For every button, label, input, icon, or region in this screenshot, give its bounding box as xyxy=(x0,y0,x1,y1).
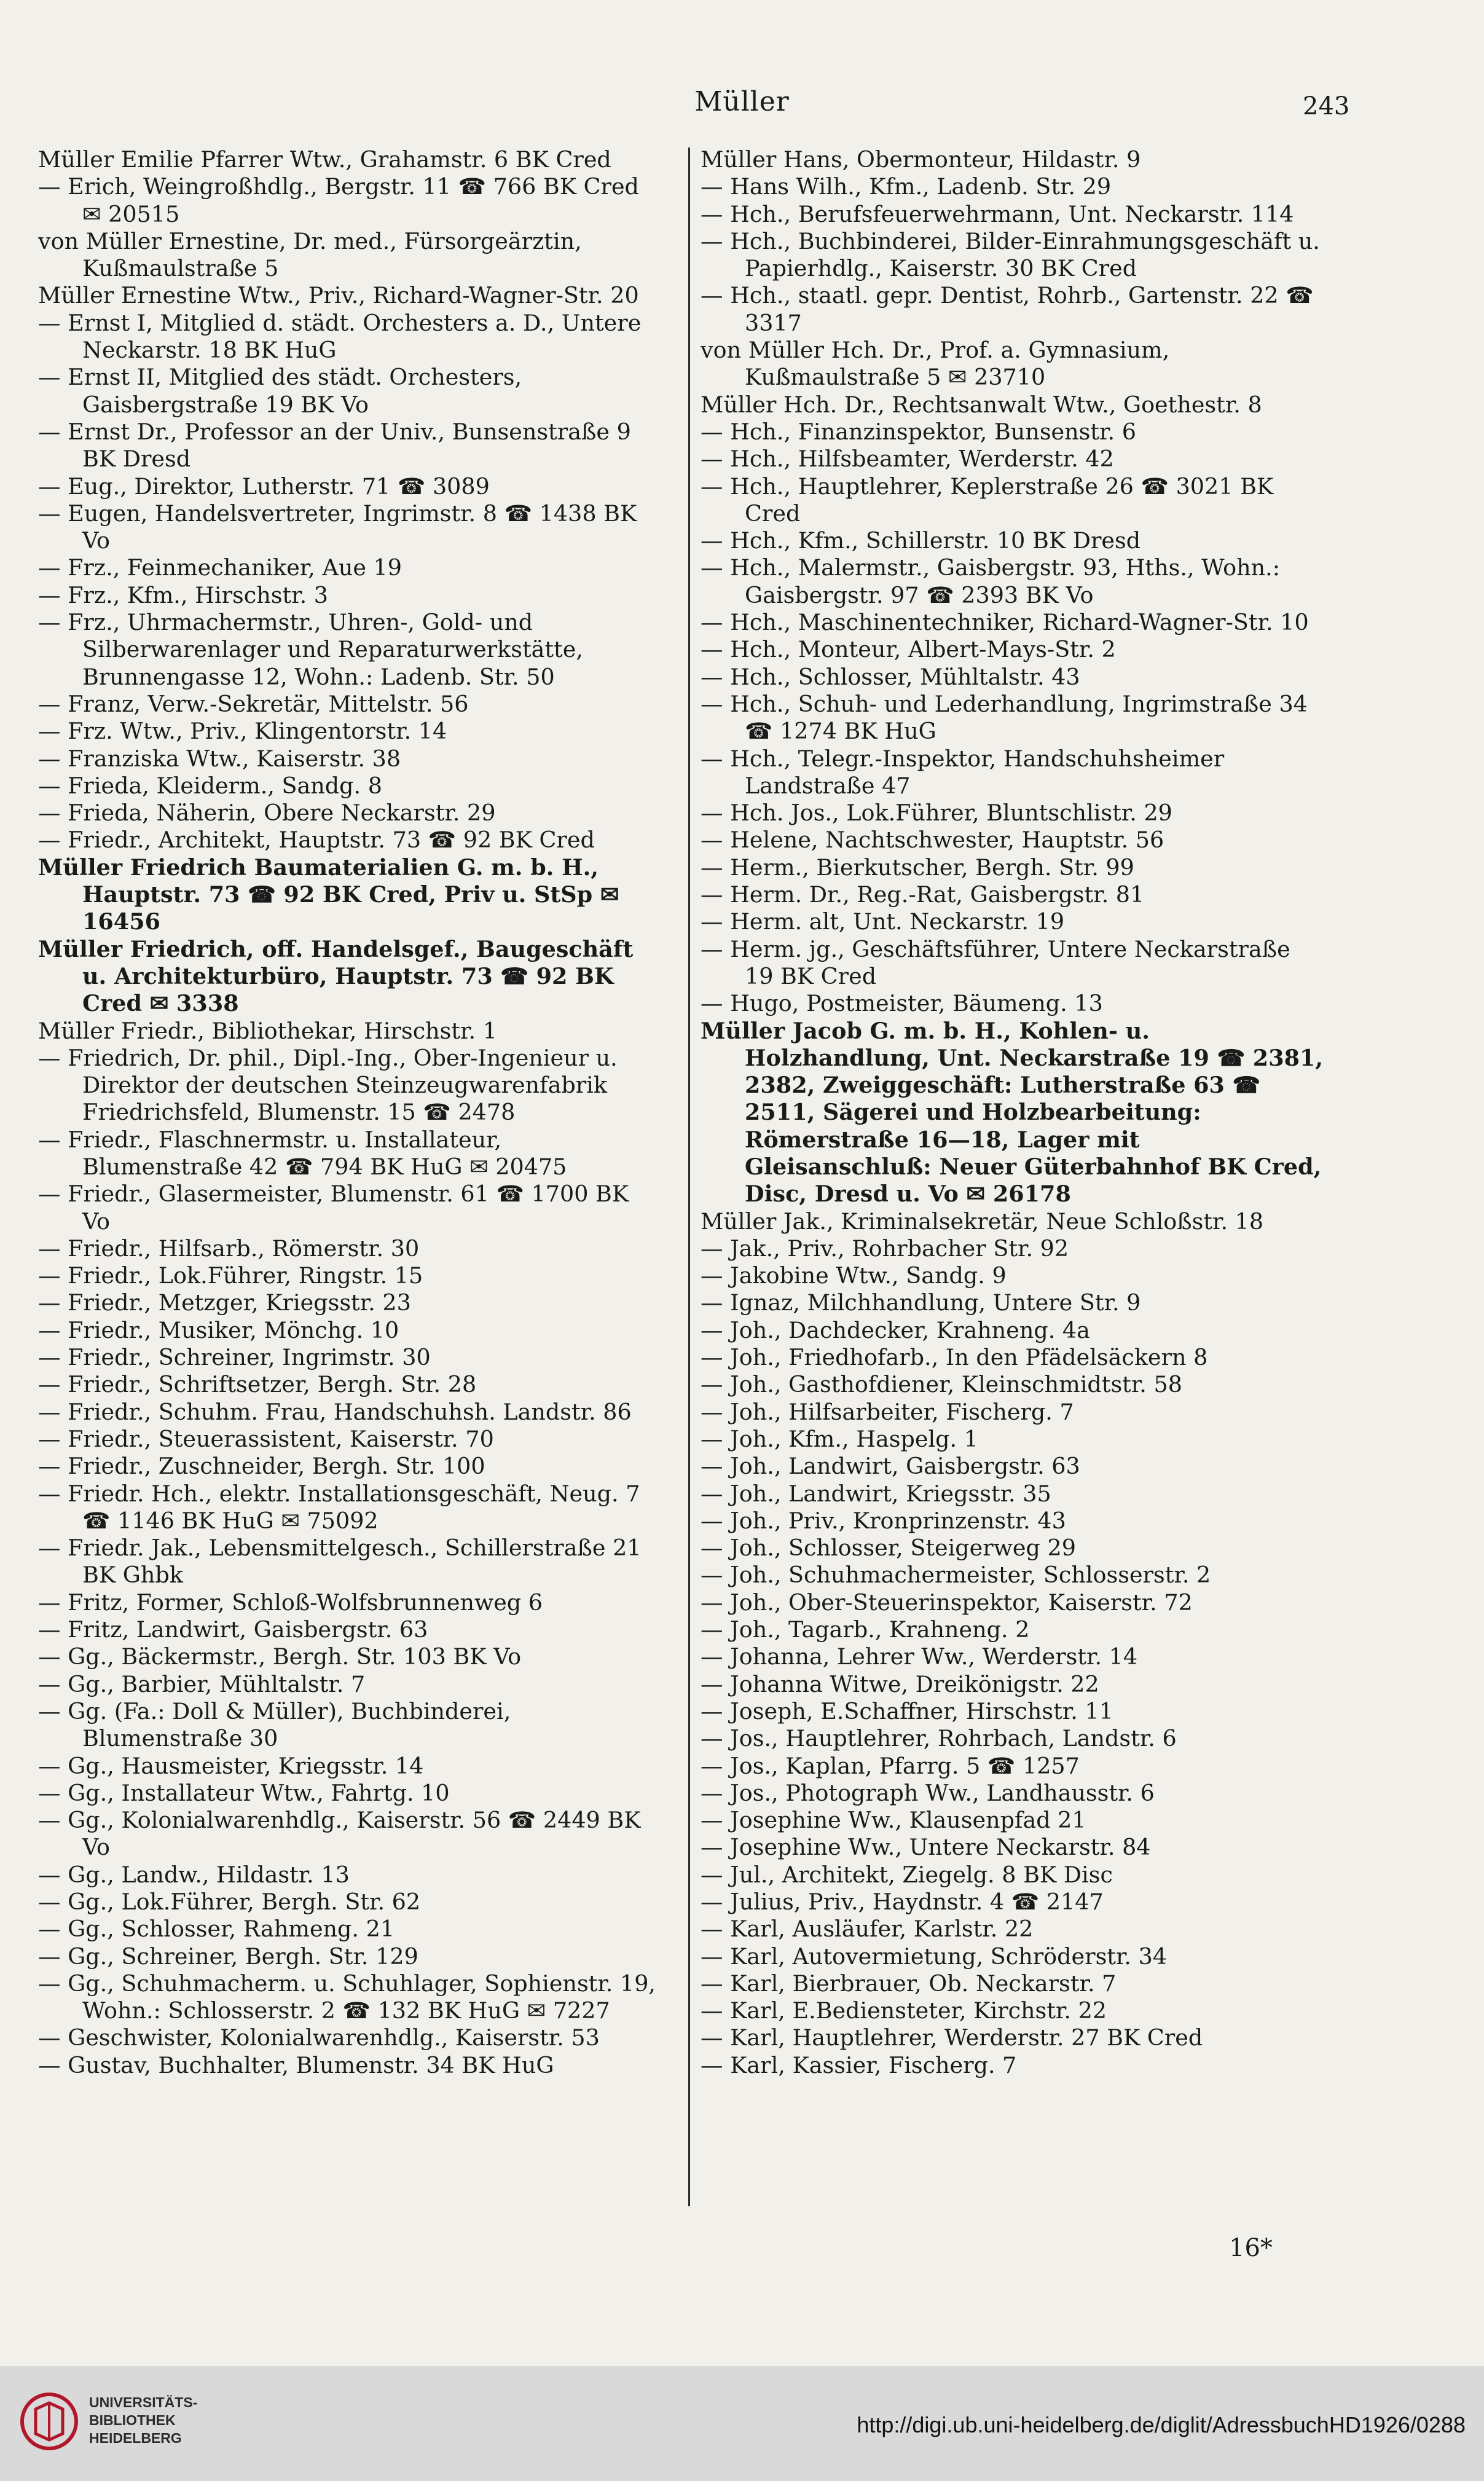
directory-entry: — Fritz, Former, Schloß-Wolfsbrunnenweg 6 xyxy=(38,1589,543,1616)
directory-entry: — Jakobine Wtw., Sandg. 9 xyxy=(701,1262,1007,1289)
directory-entry: — Hch. Jos., Lok.Führer, Bluntschlistr. 29 xyxy=(701,800,1172,827)
directory-entry: — Ignaz, Milchhandlung, Untere Str. 9 xyxy=(701,1289,1141,1316)
directory-entry: — Karl, Hauptlehrer, Werderstr. 27 BK Cred xyxy=(701,2024,1203,2051)
directory-entry: — Hugo, Postmeister, Bäumeng. 13 xyxy=(701,990,1103,1017)
directory-entry: — Joh., Hilfsarbeiter, Fischerg. 7 xyxy=(701,1398,1074,1425)
directory-entry: — Friedr., Schuhm. Frau, Handschuhsh. Landstr. 86 xyxy=(38,1398,632,1425)
directory-entry: — Joh., Schlosser, Steigerweg 29 xyxy=(701,1535,1076,1562)
directory-entry: — Hch., Schuh- und Lederhandlung, Ingrimstraße 34 ☎ 1274 BK HuG xyxy=(701,690,1308,745)
column-divider xyxy=(688,147,690,2206)
directory-entry: — Jul., Architekt, Ziegelg. 8 BK Disc xyxy=(701,1861,1113,1888)
directory-entry: — Frz. Wtw., Priv., Klingentorstr. 14 xyxy=(38,718,447,745)
directory-entry: — Fritz, Landwirt, Gaisbergstr. 63 xyxy=(38,1616,428,1643)
directory-entry: — Gg., Schuhmacherm. u. Schuhlager, Sophienstr. 19, Wohn.: Schlosserstr. 2 ☎ 132 BK HuG ✉ 7227 xyxy=(38,1970,656,2024)
directory-entry: von Müller Ernestine, Dr. med., Fürsorgeärztin, Kußmaulstraße 5 xyxy=(38,227,582,282)
directory-entry: — Gg., Installateur Wtw., Fahrtg. 10 xyxy=(38,1779,450,1806)
directory-entry: — Friedr., Hilfsarb., Römerstr. 30 xyxy=(38,1235,420,1262)
directory-entry: — Friedr. Hch., elektr. Installationsgeschäft, Neug. 7 ☎ 1146 BK HuG ✉ 75092 xyxy=(38,1480,640,1534)
directory-entry: — Franziska Wtw., Kaiserstr. 38 xyxy=(38,745,401,772)
directory-entry: — Gg., Kolonialwarenhdlg., Kaiserstr. 56 ☎ 2449 BK Vo xyxy=(38,1807,641,1861)
directory-entry: — Frz., Feinmechaniker, Aue 19 xyxy=(38,554,402,581)
directory-entry: — Friedr., Steuerassistent, Kaiserstr. 70 xyxy=(38,1425,494,1452)
directory-entry: Müller Friedr., Bibliothekar, Hirschstr. 1 xyxy=(38,1017,497,1044)
directory-entry: — Ernst II, Mitglied des städt. Orchesters, Gaisbergstraße 19 BK Vo xyxy=(38,364,522,418)
left-column xyxy=(38,146,662,2079)
directory-entry: — Joh., Kfm., Haspelg. 1 xyxy=(701,1425,978,1452)
directory-entry: — Karl, Kassier, Fischerg. 7 xyxy=(701,2051,1017,2078)
directory-entry: — Hans Wilh., Kfm., Ladenb. Str. 29 xyxy=(701,173,1112,200)
page-title: Müller xyxy=(694,86,790,117)
signature-mark: 16* xyxy=(1229,2234,1273,2262)
directory-entry: Müller Ernestine Wtw., Priv., Richard-Wagner-Str. 20 xyxy=(38,282,639,309)
library-name xyxy=(89,2394,197,2447)
directory-entry: — Erich, Weingroßhdlg., Bergstr. 11 ☎ 766 BK Cred ✉ 20515 xyxy=(38,173,639,227)
directory-entry: Müller Friedrich Baumaterialien G. m. b. H., Hauptstr. 73 ☎ 92 BK Cred, Priv u. StSp ✉ 16456 xyxy=(38,854,619,935)
directory-entry: — Hch., Berufsfeuerwehrmann, Unt. Neckarstr. 114 xyxy=(701,200,1294,227)
directory-entry: — Hch., Kfm., Schillerstr. 10 BK Dresd xyxy=(701,527,1141,554)
directory-entry: — Julius, Priv., Haydnstr. 4 ☎ 2147 xyxy=(701,1889,1104,1915)
directory-entry: — Johanna, Lehrer Ww., Werderstr. 14 xyxy=(701,1643,1138,1670)
directory-entry: — Friedr., Schriftsetzer, Bergh. Str. 28 xyxy=(38,1371,477,1398)
directory-entry: — Gg. (Fa.: Doll & Müller), Buchbinderei, Blumenstraße 30 xyxy=(38,1697,511,1752)
directory-entry: — Josephine Ww., Klausenpfad 21 xyxy=(701,1807,1086,1834)
directory-entry: — Friedr., Glasermeister, Blumenstr. 61 ☎ 1700 BK Vo xyxy=(38,1181,629,1235)
directory-entry: — Hch., Monteur, Albert-Mays-Str. 2 xyxy=(701,636,1116,663)
directory-entry: — Friedr., Zuschneider, Bergh. Str. 100 xyxy=(38,1453,485,1480)
directory-entry: — Hch., Buchbinderei, Bilder-Einrahmungsgeschäft u. Papierhdlg., Kaiserstr. 30 BK Cred xyxy=(701,227,1320,282)
directory-entry: — Gg., Schreiner, Bergh. Str. 129 xyxy=(38,1943,418,1970)
directory-entry: — Jak., Priv., Rohrbacher Str. 92 xyxy=(701,1235,1069,1262)
directory-entry: von Müller Hch. Dr., Prof. a. Gymnasium, Kußmaulstraße 5 ✉ 23710 xyxy=(701,337,1170,391)
directory-entry: — Friedr., Architekt, Hauptstr. 73 ☎ 92 BK Cred xyxy=(38,827,595,854)
directory-entry: — Herm. alt, Unt. Neckarstr. 19 xyxy=(701,908,1065,935)
directory-entry: — Hch., Schlosser, Mühltalstr. 43 xyxy=(701,663,1080,690)
directory-entry: — Friedr., Musiker, Mönchg. 10 xyxy=(38,1316,399,1343)
directory-entry: — Karl, Bierbrauer, Ob. Neckarstr. 7 xyxy=(701,1970,1117,1997)
directory-entry: — Gg., Hausmeister, Kriegsstr. 14 xyxy=(38,1752,424,1779)
directory-entry: — Ernst Dr., Professor an der Univ., Bunsenstraße 9 BK Dresd xyxy=(38,418,631,473)
directory-entry: — Gg., Schlosser, Rahmeng. 21 xyxy=(38,1916,395,1943)
directory-entry: — Eug., Direktor, Lutherstr. 71 ☎ 3089 xyxy=(38,473,490,500)
directory-entry: — Karl, E.Bediensteter, Kirchstr. 22 xyxy=(701,1997,1107,2024)
directory-entry: — Frieda, Kleiderm., Sandg. 8 xyxy=(38,772,382,799)
directory-entry: — Friedr., Metzger, Kriegsstr. 23 xyxy=(38,1289,411,1316)
directory-entry: — Herm., Bierkutscher, Bergh. Str. 99 xyxy=(701,854,1134,881)
directory-entry: — Gg., Lok.Führer, Bergh. Str. 62 xyxy=(38,1889,421,1915)
directory-entry: — Joh., Ober-Steuerinspektor, Kaiserstr. 72 xyxy=(701,1589,1193,1616)
directory-entry: — Gg., Bäckermstr., Bergh. Str. 103 BK Vo xyxy=(38,1643,522,1670)
directory-entry: — Herm. jg., Geschäftsführer, Untere Neckarstraße 19 BK Cred xyxy=(701,935,1290,989)
directory-entry: — Franz, Verw.-Sekretär, Mittelstr. 56 xyxy=(38,690,469,717)
directory-entry: — Jos., Photograph Ww., Landhausstr. 6 xyxy=(701,1779,1155,1806)
directory-entry: — Joh., Dachdecker, Krahneng. 4a xyxy=(701,1316,1090,1343)
directory-entry: — Herm. Dr., Reg.-Rat, Gaisbergstr. 81 xyxy=(701,881,1145,908)
directory-entry: — Friedr., Schreiner, Ingrimstr. 30 xyxy=(38,1344,431,1371)
directory-entry: — Hch., Malermstr., Gaisbergstr. 93, Hths., Wohn.: Gaisbergstr. 97 ☎ 2393 BK Vo xyxy=(701,554,1281,608)
directory-entry: — Josephine Ww., Untere Neckarstr. 84 xyxy=(701,1834,1151,1861)
directory-entry: — Geschwister, Kolonialwarenhdlg., Kaiserstr. 53 xyxy=(38,2024,600,2051)
directory-entry: — Joh., Priv., Kronprinzenstr. 43 xyxy=(701,1507,1066,1534)
directory-entry: — Gustav, Buchhalter, Blumenstr. 34 BK HuG xyxy=(38,2051,554,2078)
directory-entry: — Karl, Autovermietung, Schröderstr. 34 xyxy=(701,1943,1168,1970)
footer-bar xyxy=(0,2366,1484,2481)
directory-entry: — Friedr., Flaschnermstr. u. Installateur, Blumenstraße 42 ☎ 794 BK HuG ✉ 20475 xyxy=(38,1126,567,1180)
directory-entry: — Joh., Friedhofarb., In den Pfädelsäckern 8 xyxy=(701,1344,1208,1371)
right-column xyxy=(701,146,1324,2079)
directory-entry: — Friedr. Jak., Lebensmittelgesch., Schillerstraße 21 BK Ghbk xyxy=(38,1535,642,1589)
directory-entry: — Johanna Witwe, Dreikönigstr. 22 xyxy=(701,1670,1099,1697)
directory-entry: — Eugen, Handelsvertreter, Ingrimstr. 8 ☎ 1438 BK Vo xyxy=(38,500,637,554)
directory-entry: — Joseph, E.Schaffner, Hirschstr. 11 xyxy=(701,1697,1113,1724)
directory-entry: — Helene, Nachtschwester, Hauptstr. 56 xyxy=(701,827,1164,854)
directory-entry: — Frieda, Näherin, Obere Neckarstr. 29 xyxy=(38,800,496,827)
directory-entry: Müller Jacob G. m. b. H., Kohlen- u. Holzhandlung, Unt. Neckarstraße 19 ☎ 2381, 2382, Zweiggeschäft: Lutherstraße 63 ☎ 2511, Sägerei und Holzbearbeitung: Römerstraße 16—18, Lager mit Gleisanschluß: Neuer Güterbahnhof BK Cred, Disc, Dresd u. Vo ✉ 26178 xyxy=(701,1017,1324,1208)
directory-entry: — Friedrich, Dr. phil., Dipl.-Ing., Ober-Ingenieur u. Direktor der deutschen Steinzeugwarenfabrik Friedrichsfeld, Blumenstr. 15 ☎ 2478 xyxy=(38,1044,618,1126)
directory-entry: — Hch., Finanzinspektor, Bunsenstr. 6 xyxy=(701,418,1136,445)
library-name-line3: HEIDELBERG xyxy=(89,2430,182,2446)
directory-entry: Müller Friedrich, off. Handelsgef., Baugeschäft u. Architekturbüro, Hauptstr. 73 ☎ 92 BK Cred ✉ 3338 xyxy=(38,935,634,1017)
directory-entry: — Joh., Landwirt, Gaisbergstr. 63 xyxy=(701,1453,1080,1480)
directory-entry: — Gg., Landw., Hildastr. 13 xyxy=(38,1861,350,1888)
directory-entry: — Jos., Hauptlehrer, Rohrbach, Landstr. 6 xyxy=(701,1725,1177,1752)
directory-entry: — Hch., staatl. gepr. Dentist, Rohrb., Gartenstr. 22 ☎ 3317 xyxy=(701,282,1314,336)
source-url-link[interactable]: http://digi.ub.uni-heidelberg.de/diglit/AdressbuchHD1926/0288 xyxy=(857,2412,1466,2437)
directory-entry: Müller Emilie Pfarrer Wtw., Grahamstr. 6 BK Cred xyxy=(38,146,611,173)
directory-entry: Müller Hans, Obermonteur, Hildastr. 9 xyxy=(701,146,1141,173)
university-library-logo-icon xyxy=(18,2391,80,2452)
directory-entry: — Hch., Maschinentechniker, Richard-Wagner-Str. 10 xyxy=(701,609,1309,636)
library-name-line1: UNIVERSITÄTS- xyxy=(89,2394,198,2410)
directory-entry: — Jos., Kaplan, Pfarrg. 5 ☎ 1257 xyxy=(701,1752,1080,1779)
directory-entry: — Joh., Schuhmachermeister, Schlosserstr. 2 xyxy=(701,1562,1211,1589)
library-name-line2: BIBLIOTHEK xyxy=(89,2412,176,2428)
directory-entry: — Joh., Tagarb., Krahneng. 2 xyxy=(701,1616,1030,1643)
directory-entry: — Hch., Hilfsbeamter, Werderstr. 42 xyxy=(701,446,1114,473)
directory-entry: — Hch., Hauptlehrer, Keplerstraße 26 ☎ 3021 BK Cred xyxy=(701,473,1274,527)
directory-entry: — Joh., Gasthofdiener, Kleinschmidtstr. 58 xyxy=(701,1371,1182,1398)
directory-entry: — Frz., Uhrmachermstr., Uhren-, Gold- und Silberwarenlager und Reparaturwerkstätte, Brunnengasse 12, Wohn.: Ladenb. Str. 50 xyxy=(38,609,583,690)
directory-entry: — Karl, Ausläufer, Karlstr. 22 xyxy=(701,1916,1034,1943)
directory-entry: — Joh., Landwirt, Kriegsstr. 35 xyxy=(701,1480,1051,1507)
directory-entry: — Frz., Kfm., Hirschstr. 3 xyxy=(38,581,329,608)
directory-entry: — Gg., Barbier, Mühltalstr. 7 xyxy=(38,1670,366,1697)
directory-entry: Müller Jak., Kriminalsekretär, Neue Schloßstr. 18 xyxy=(701,1208,1264,1235)
directory-entry: — Friedr., Lok.Führer, Ringstr. 15 xyxy=(38,1262,423,1289)
directory-entry: Müller Hch. Dr., Rechtsanwalt Wtw., Goethestr. 8 xyxy=(701,391,1262,418)
page-number: 243 xyxy=(1303,92,1350,120)
directory-entry: — Ernst I, Mitglied d. städt. Orchesters a. D., Untere Neckarstr. 18 BK HuG xyxy=(38,309,642,364)
directory-entry: — Hch., Telegr.-Inspektor, Handschuhsheimer Landstraße 47 xyxy=(701,745,1225,799)
